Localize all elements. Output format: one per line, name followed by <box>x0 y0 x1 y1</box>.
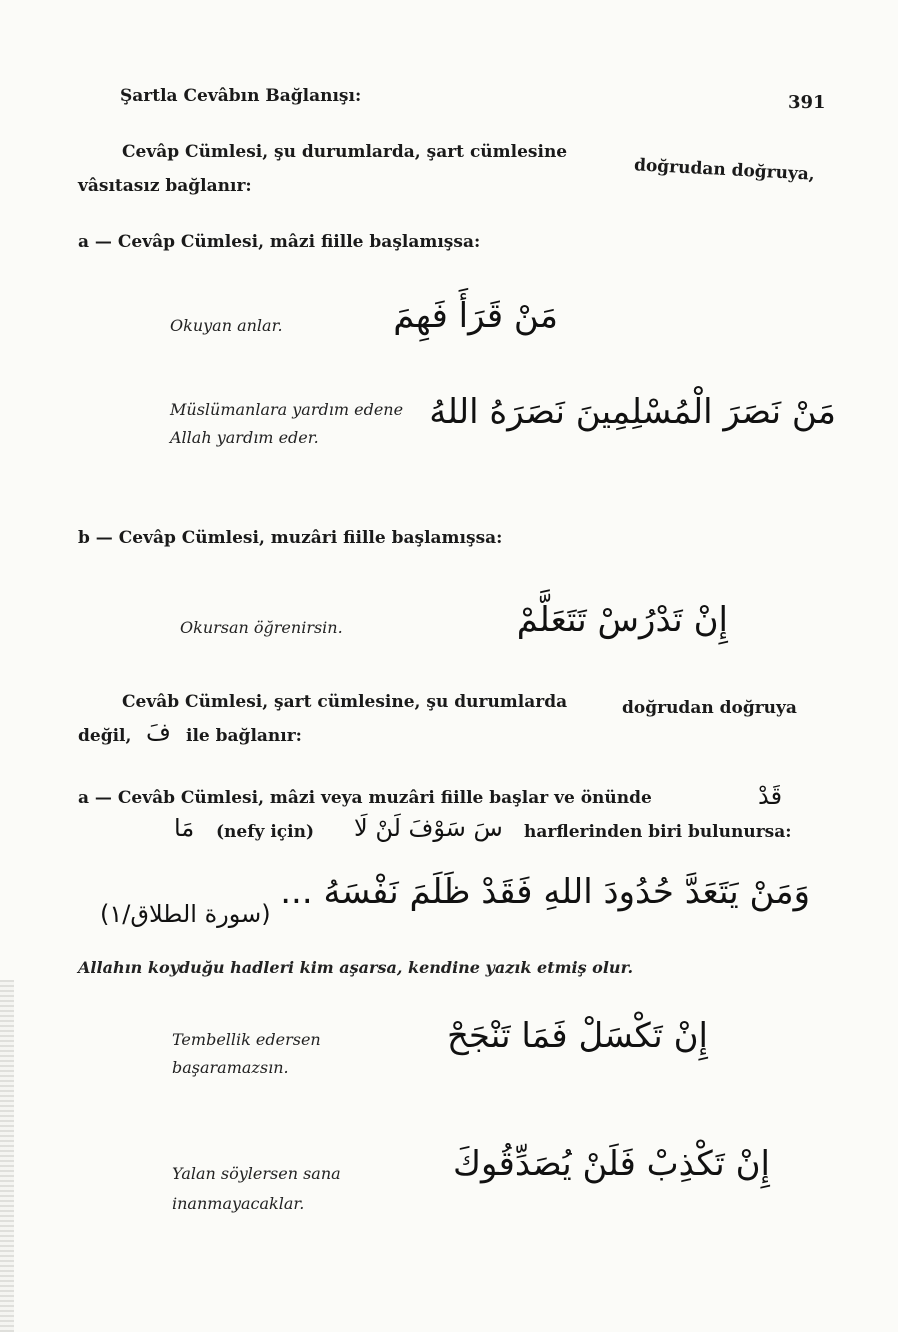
example-4-translation-line2: başaramazsın. <box>172 1058 289 1077</box>
example-2-arabic: مَنْ نَصَرَ الْمُسْلِمِينَ نَصَرَهُ اللهُ <box>429 392 836 432</box>
para2-line1: Cevâb Cümlesi, şart cümlesine, şu durumlarda <box>122 692 568 712</box>
verse-reference: (سورة الطلاق/١) <box>100 900 271 928</box>
para2-line2-end: ile bağlanır: <box>186 726 302 746</box>
example-2-translation-line2: Allah yardım eder. <box>170 428 319 447</box>
section-a2-line2-end: harflerinden biri bulunursa: <box>524 822 792 842</box>
page-number: 391 <box>788 92 826 113</box>
example-4-arabic: إِنْ تَكْسَلْ فَمَا تَنْجَحْ <box>446 1016 708 1056</box>
intro-line2: vâsıtasız bağlanır: <box>78 176 252 196</box>
section-a2-particles: سَ سَوْفَ لَنْ لَا <box>354 814 503 842</box>
example-1-translation: Okuyan anlar. <box>170 316 283 335</box>
section-a2-ma: مَا <box>174 814 195 842</box>
example-1-arabic: مَنْ قَرَأَ فَهِمَ <box>393 296 558 336</box>
example-5-translation-line2: inanmayacaklar. <box>172 1194 305 1213</box>
page-header: Şartla Cevâbın Bağlanışı: <box>120 86 362 106</box>
para2-fa-particle: فَ <box>146 718 171 746</box>
section-b1-heading: b — Cevâp Cümlesi, muzâri fiille başlamışsa: <box>78 528 503 548</box>
intro-line1: Cevâp Cümlesi, şu durumlarda, şart cümlesine <box>122 142 568 162</box>
para2-line2-start: değil, <box>78 726 132 746</box>
intro-line1-end: doğrudan doğruya, <box>633 155 816 185</box>
example-3-translation: Okursan öğrenirsin. <box>180 618 343 637</box>
verse-arabic: وَمَنْ يَتَعَدَّ حُدُودَ اللهِ فَقَدْ ظَلَمَ نَفْسَهُ ... <box>280 872 810 912</box>
section-a2-qad: قَدْ <box>758 782 783 810</box>
page-edge-speckle <box>0 980 14 1332</box>
example-5-translation-line1: Yalan söylersen sana <box>172 1164 341 1183</box>
section-a1-heading: a — Cevâp Cümlesi, mâzi fiille başlamışsa: <box>78 232 481 252</box>
example-5-arabic: إِنْ تَكْذِبْ فَلَنْ يُصَدِّقُوكَ <box>453 1144 770 1184</box>
verse-translation: Allahın koyduğu hadleri kim aşarsa, kendine yazık etmiş olur. <box>78 958 634 977</box>
example-3-arabic: إِنْ تَدْرُسْ تَتَعَلَّمْ <box>516 600 728 640</box>
para2-line1-end: doğrudan doğruya <box>622 698 797 718</box>
section-a2-nefy: (nefy için) <box>216 822 314 842</box>
example-4-translation-line1: Tembellik edersen <box>172 1030 321 1049</box>
example-2-translation-line1: Müslümanlara yardım edene <box>170 400 404 419</box>
section-a2-line1: a — Cevâb Cümlesi, mâzi veya muzâri fiille başlar ve önünde <box>78 788 652 808</box>
